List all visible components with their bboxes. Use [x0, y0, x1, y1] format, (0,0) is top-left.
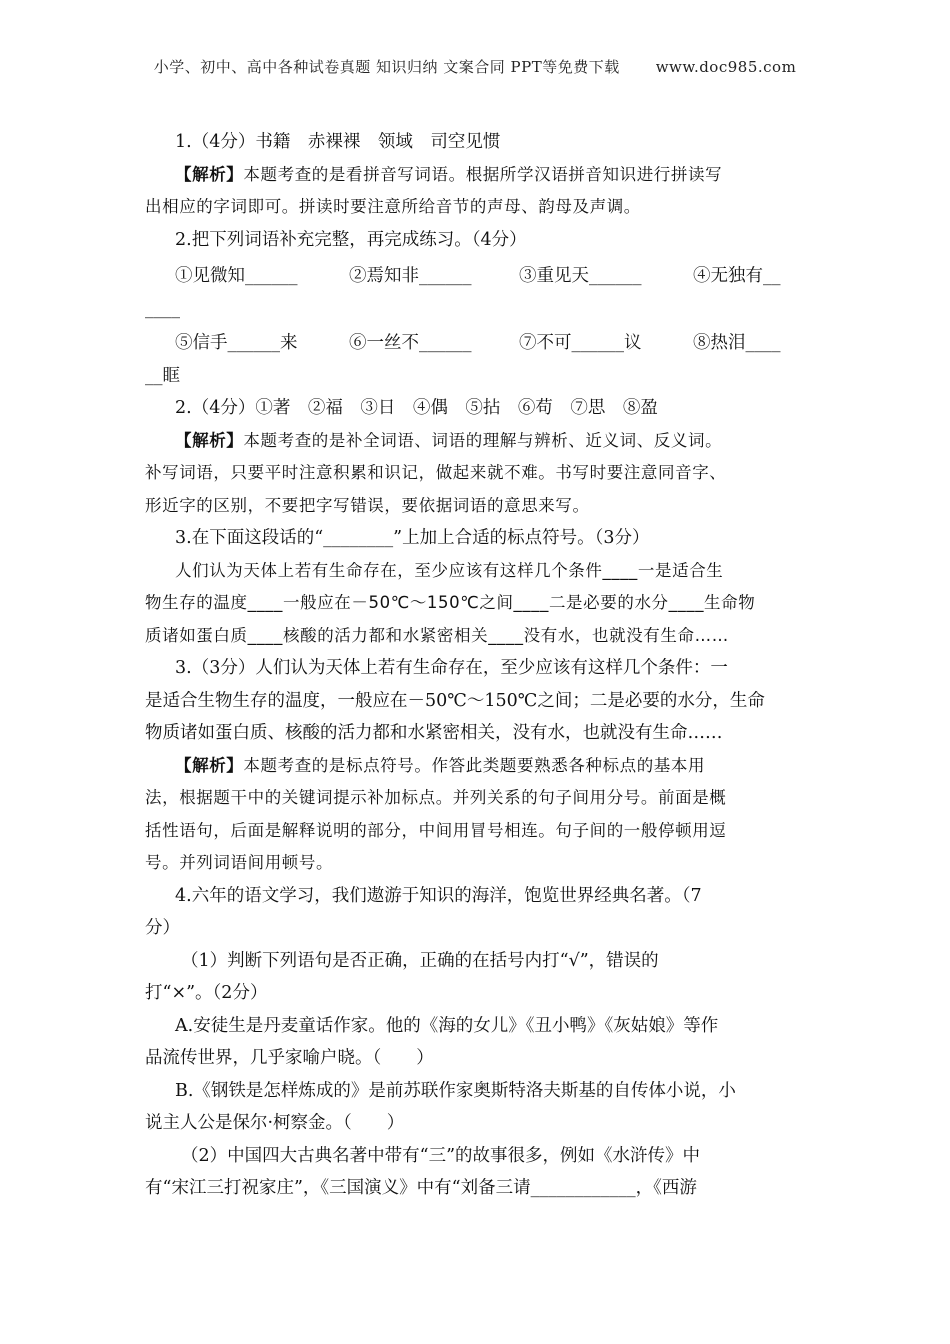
- q2-exp-tag: 【解析】: [175, 430, 244, 450]
- q2-row1-cont: ____: [145, 298, 180, 319]
- q3-passage-line3: 质诸如蛋白质____核酸的活力都和水紧密相关____没有水，也就没有生命……: [145, 625, 729, 645]
- q2-exp-line3: 形近字的区别，不要把字写错误，要依据词语的意思来写。: [145, 495, 590, 515]
- page-header: [0, 56, 950, 77]
- q2-explanation: [145, 425, 805, 458]
- q3-title: 3.在下面这段话的“________”上加上合适的标点符号。（3分）: [175, 528, 650, 548]
- header-site: www.doc985.com: [655, 58, 797, 76]
- q1-exp-tag: 【解析】: [175, 164, 244, 184]
- q4-sub1-line1: （1）判断下列语句是否正确，正确的在括号内打“√”，错误的: [181, 950, 659, 971]
- q3-exp-line4: 号。并列词语间用顿号。: [145, 853, 334, 872]
- q1-explanation: [145, 159, 805, 192]
- q3-passage-line2: 物生存的温度____一般应在－50℃～150℃之间____二是必要的水分____生命物: [145, 593, 756, 612]
- q2-blank-7: ⑦不可______议: [519, 333, 642, 353]
- q2-blank-5: ⑤信手______来: [175, 333, 298, 353]
- q2-exp-line1: 本题考查的是补全词语、词语的理解与辨析、近义词、反义词。: [243, 430, 723, 450]
- q3-exp-tag: 【解析】: [175, 755, 244, 775]
- q2-row2-cont: __眶: [145, 365, 180, 386]
- q2-exp-line2: 补写词语，只要平时注意积累和识记，做起来就不难。书写时要注意同音字、: [145, 463, 727, 482]
- q2-blank-1: ①见微知______: [175, 266, 298, 286]
- q3-answer-line3: 物质诸如蛋白质、核酸的活力都和水紧密相关，没有水，也就没有生命……: [145, 723, 723, 743]
- q4-item-a-line1: A.安徒生是丹麦童话作家。他的《海的女儿》《丑小鸭》《灰姑娘》等作: [175, 1015, 719, 1036]
- q2-blank-3: ③重见天______: [519, 266, 642, 286]
- q2-row2: [145, 325, 805, 360]
- q2-row1: [145, 256, 805, 293]
- q1-answer: 1.（4分）书籍 赤裸裸 领域 司空见惯: [175, 132, 501, 152]
- q2-blank-2: ②焉知非______: [349, 266, 472, 286]
- q3-answer-line2: 是适合生物生存的温度，一般应在－50℃～150℃之间；二是必要的水分，生命: [145, 690, 765, 711]
- q4-sub1-line2: 打“×”。（2分）: [145, 983, 268, 1003]
- q3-exp-line2: 法，根据题干中的关键词提示补加标点。并列关系的句子间用分号。前面是概: [145, 788, 727, 807]
- q4-title-line1: 4.六年的语文学习，我们遨游于知识的海洋，饱览世界经典名著。（7: [175, 885, 702, 906]
- q3-explanation: [145, 750, 805, 783]
- q2-answer: 2.（4分）①著 ②福 ③日 ④偶 ⑤拈 ⑥苟 ⑦思 ⑧盈: [175, 398, 658, 418]
- q4-title-line2: 分）: [145, 918, 180, 938]
- q2-title: 2.把下列词语补充完整，再完成练习。（4分）: [175, 229, 527, 250]
- q4-item-b-line2: 说主人公是保尔·柯察金。（ ）: [145, 1113, 405, 1133]
- q3-answer-line1: 3.（3分）人们认为天体上若有生命存在，至少应该有这样几个条件：一: [175, 658, 728, 678]
- q3-exp-line1: 本题考查的是标点符号。作答此类题要熟悉各种标点的基本用: [243, 755, 706, 775]
- q4-item-a-line2: 品流传世界，几乎家喻户晓。（ ）: [145, 1048, 434, 1068]
- q3-passage-line1: 人们认为天体上若有生命存在，至少应该有这样几个条件____一是适合生: [175, 560, 724, 580]
- header-text: 小学、初中、高中各种试卷真题 知识归纳 文案合同 PPT等免费下载: [153, 58, 620, 76]
- document-body: [145, 126, 805, 1205]
- q3-exp-line3: 括性语句，后面是解释说明的部分，中间用冒号相连。句子间的一般停顿用逗: [145, 820, 727, 840]
- q2-blank-6: ⑥一丝不______: [349, 333, 472, 353]
- q4-item-b-line1: B.《钢铁是怎样炼成的》是前苏联作家奥斯特洛夫斯基的自传体小说，小: [175, 1080, 736, 1101]
- q1-exp-line2: 出相应的字词即可。拼读时要注意所给音节的声母、韵母及声调。: [145, 197, 641, 216]
- q2-blank-8: ⑧热泪____: [693, 333, 781, 353]
- q4-sub2-line1: （2）中国四大古典名著中带有“三”的故事很多，例如《水浒传》中: [181, 1145, 701, 1166]
- q2-blank-4: ④无独有__: [693, 266, 781, 286]
- q4-sub2-line2: 有“宋江三打祝家庄”，《三国演义》中有“刘备三请____________，《西游: [145, 1178, 697, 1198]
- q1-exp-line1: 本题考查的是看拼音写词语。根据所学汉语拼音知识进行拼读写: [243, 164, 723, 184]
